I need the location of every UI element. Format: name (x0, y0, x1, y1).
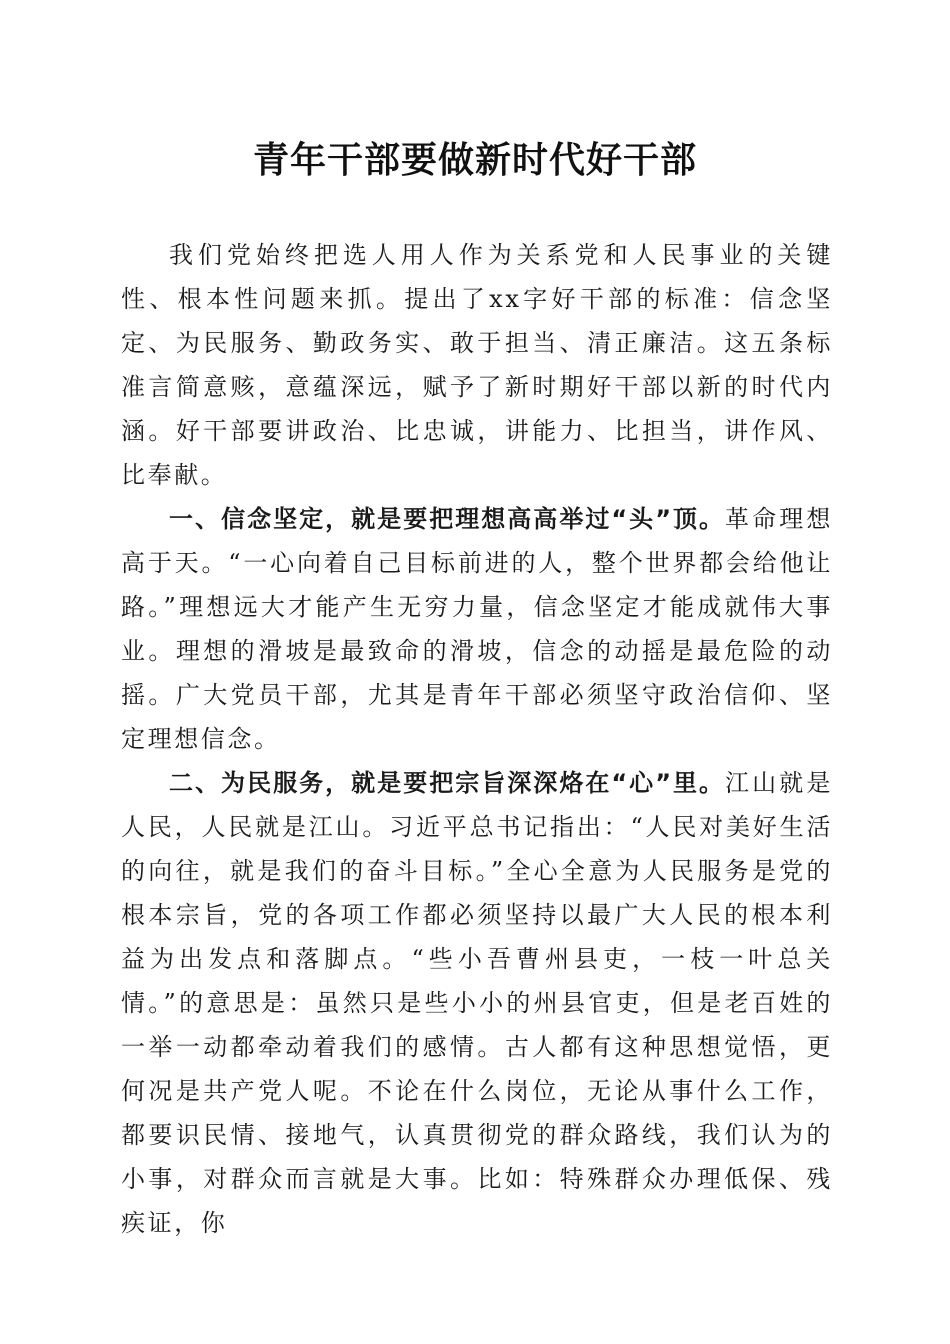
section-heading: 一、信念坚定，就是要把理想高高举过“头”顶。 (169, 505, 726, 533)
paragraph-text: 我们党始终把选人用人作为关系党和人民事业的关键性、根本性问题来抓。提出了xx字好干部的标准：信念坚定、为民服务、勤政务实、敢于担当、清正廉洁。这五条标准言简意赅，意蕴深远，赋予了新时期好干部以新的时代内涵。好干部要讲政治、比忠诚，讲能力、比担当，讲作风、比奉献。 (121, 241, 833, 489)
page-title: 青年干部要做新时代好干部 (252, 139, 697, 181)
paragraph-intro (121, 233, 833, 497)
paragraph-section-2 (121, 761, 833, 1245)
paragraph-text: 江山就是人民，人民就是江山。习近平总书记指出：“人民对美好生活的向往，就是我们的奋斗目标。”全心全意为人民服务是党的根本宗旨，党的各项工作都必须坚持以最广大人民的根本利益为出发点和落脚点。“些小吾曹州县吏，一枝一叶总关情。”的意思是：虽然只是些小小的州县官吏，但是老百姓的一举一动都牵动着我们的感情。古人都有这种思想觉悟，更何况是共产党人呢。不论在什么岗位，无论从事什么工作，都要识民情、接地气，认真贯彻党的群众路线，我们认为的小事，对群众而言就是大事。比如：特殊群众办理低保、残疾证，你 (121, 769, 833, 1237)
document-body (121, 233, 833, 1245)
paragraph-section-1 (121, 497, 833, 761)
section-heading: 二、为民服务，就是要把宗旨深深烙在“心”里。 (169, 769, 726, 797)
paragraph-text: 革命理想高于天。“一心向着自己目标前进的人，整个世界都会给他让路。”理想远大才能产生无穷力量，信念坚定才能成就伟大事业。理想的滑坡是最致命的滑坡，信念的动摇是最危险的动摇。广大党员干部，尤其是青年干部必须坚守政治信仰、坚定理想信念。 (121, 505, 833, 753)
